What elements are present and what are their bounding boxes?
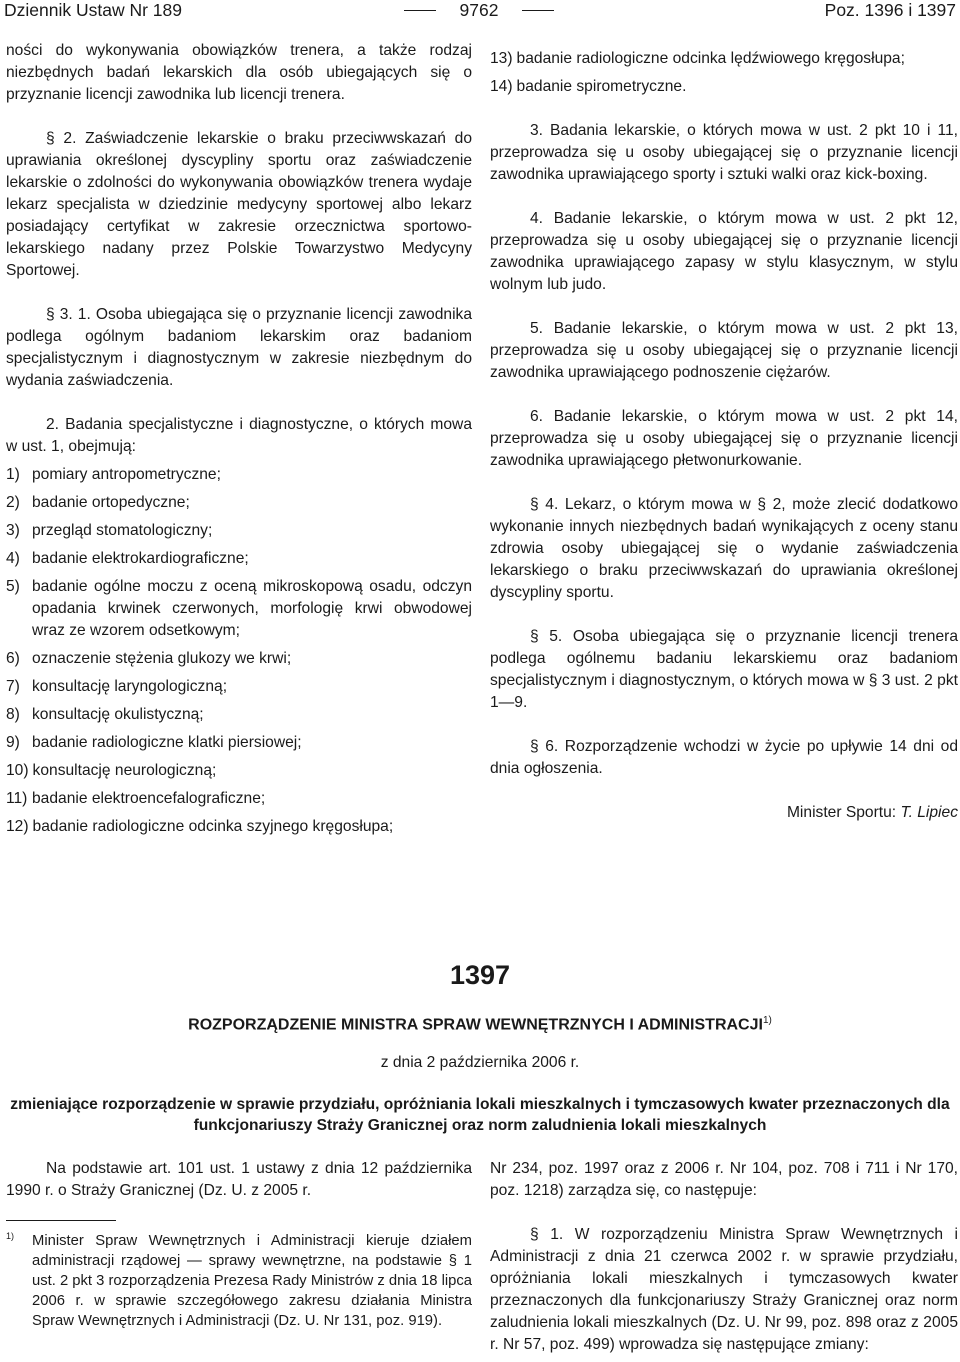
list-item: 8) konsultację okulistyczną; xyxy=(6,706,204,723)
act-number: 1397 xyxy=(449,960,511,990)
paragraph-3-3: 3. Badania lekarskie, o których mowa w ust. 2 pkt 10 i 11, przeprowadza się u osoby ubiegającej się o przyznanie licencji zawodnika uprawiającego sporty i sztuki walki oraz kick-boxing. xyxy=(490,122,958,183)
exam-list xyxy=(6,464,472,838)
legal-basis: Na podstawie art. 101 ust. 1 ustawy z dnia 12 października 1990 r. o Straży Granicznej (Dz. U. z 2005 r. xyxy=(6,1160,472,1199)
list-item: 14) badanie spirometryczne. xyxy=(490,78,687,95)
right-column xyxy=(490,48,958,824)
act-subject: zmieniające rozporządzenie w sprawie przydziału, opróżniania lokali mieszkalnych i tymczasowych kwater przeznaczonych dla funkcjonariuszy Straży Granicznej oraz norm zaludnienia lokali mieszkalnych xyxy=(10,1096,950,1135)
paragraph-3-1: § 3. 1. Osoba ubiegająca się o przyznanie licencji zawodnika podlega ogólnym badaniom lekarskim oraz badaniom specjalistycznym i diagnostycznym w zakresie niezbędnym do wydania zaświadczenia. xyxy=(6,306,472,389)
signature xyxy=(490,802,958,824)
list-item: 9) badanie radiologiczne klatki piersiowej; xyxy=(6,734,302,751)
act-heading xyxy=(0,958,960,1136)
left-column xyxy=(6,40,472,838)
act-date: z dnia 2 października 2006 r. xyxy=(380,1054,580,1072)
list-item: 13) badanie radiologiczne odcinka lędźwiowego kręgosłupa; xyxy=(490,50,905,67)
signature-name: T. Lipiec xyxy=(900,804,958,821)
continued-paragraph: ności do wykonywania obowiązków trenera, a także rodzaj niezbędnych badań lekarskich dla osób ubiegających się o przyznanie licencji zawodnika lub licencji trenera. xyxy=(6,42,472,103)
paragraph-3-6: 6. Badanie lekarskie, o którym mowa w ust. 2 pkt 14, przeprowadza się u osoby ubiegającej się o przyznanie licencji zawodnika uprawiającego płetwonurkowanie. xyxy=(490,408,958,469)
list-item: 4) badanie elektrokardiograficzne; xyxy=(6,550,249,567)
journal-title: Dziennik Ustaw Nr 189 xyxy=(4,0,182,20)
paragraph-5: § 5. Osoba ubiegająca się o przyznanie licencji trenera podlega ogólnemu badaniu lekarskiemu oraz badaniom specjalistycznym i diagnostycznym, o których mowa w § 3 ust. 2 pkt 1—9. xyxy=(490,628,958,711)
paragraph-4: § 4. Lekarz, o którym mowa w § 2, może zlecić dodatkowo wykonanie innych niezbędnych badań wynikających z oceny stanu zdrowia osoby ubiegającej się o wydanie zaświadczenia lekarskiego o braku przeciwwskazań do uprawiania określonej dyscypliny sportu. xyxy=(490,496,958,601)
paragraph-6: § 6. Rozporządzenie wchodzi w życie po upływie 14 dni od dnia ogłoszenia. xyxy=(490,738,958,777)
list-item: 10) konsultację neurologiczną; xyxy=(6,762,217,779)
page-header xyxy=(0,0,960,20)
footnote-ref: 1) xyxy=(762,1015,772,1026)
paragraph-3-5: 5. Badanie lekarskie, o którym mowa w ust. 2 pkt 13, przeprowadza się u osoby ubiegającej się o przyznanie licencji zawodnika uprawiającego podnoszenie ciężarów. xyxy=(490,320,958,381)
list-item: 11) badanie elektroencefalograficzne; xyxy=(6,790,266,807)
bottom-left-column xyxy=(6,1158,472,1331)
list-item: 7) konsultację laryngologiczną; xyxy=(6,678,228,695)
signature-role: Minister Sportu: xyxy=(786,804,897,821)
bottom-right-column xyxy=(490,1158,958,1356)
footnote xyxy=(6,1231,472,1331)
list-item: 1) pomiary antropometryczne; xyxy=(6,466,221,483)
legal-basis-continued: Nr 234, poz. 1997 oraz z 2006 r. Nr 104, poz. 708 i 711 i Nr 170, poz. 1218) zarządza się, co następuje: xyxy=(490,1160,958,1199)
paragraph-3-4: 4. Badanie lekarskie, o którym mowa w ust. 2 pkt 12, przeprowadza się u osoby ubiegającej się o przyznanie licencji zawodnika uprawiającego zapasy w stylu klasycznym, w stylu wolnym lub judo. xyxy=(490,210,958,293)
footnote-marker: 1) xyxy=(6,1231,15,1242)
page-number: 9762 xyxy=(404,0,554,20)
list-item: 3) przegląd stomatologiczny; xyxy=(6,522,213,539)
list-item: 6) oznaczenie stężenia glukozy we krwi; xyxy=(6,650,292,667)
list-item: 12) badanie radiologiczne odcinka szyjnego kręgosłupa; xyxy=(6,818,394,835)
list-item: 5) badanie ogólne moczu z oceną mikroskopową osadu, odczyn opadania krwinek czerwonych, morfologię krwi obwodowej wraz ze wzorem odsetkowym; xyxy=(6,578,472,639)
paragraph-1: § 1. W rozporządzeniu Ministra Spraw Wewnętrznych i Administracji z dnia 21 czerwca 2002 r. w sprawie przydziału, opróżniania lokali mieszkalnych i tymczasowych kwater przeznaczonych dla funkcjonariuszy Straży Granicznej oraz norm zaludnienia lokali mieszkalnych (Dz. U. Nr 99, poz. 898 oraz z 2005 r. Nr 57, poz. 499) wprowadza się następujące zmiany: xyxy=(490,1226,958,1353)
footnote-text: Minister Spraw Wewnętrznych i Administracji kieruje działem administracji rządowej — sprawy wewnętrzne, na podstawie § 1 ust. 2 pkt 3 rozporządzenia Prezesa Rady Ministrów z dnia 18 lipca 2006 r. w sprawie szczegółowego zakresu działania Ministra Spraw Wewnętrznych i Administracji (Dz. U. Nr 131, poz. 919). xyxy=(32,1233,473,1329)
list-item: 2) badanie ortopedyczne; xyxy=(6,494,190,511)
position-range: Poz. 1396 i 1397 xyxy=(824,0,956,20)
footnote-divider xyxy=(6,1220,116,1221)
act-title: ROZPORZĄDZENIE MINISTRA SPRAW WEWNĘTRZNYCH I ADMINISTRACJI$^{1)}$ xyxy=(188,1015,772,1034)
paragraph-2: § 2. Zaświadczenie lekarskie o braku przeciwwskazań do uprawiania określonej dyscypliny sportu oraz zaświadczenie lekarskie o zdolności do wykonywania obowiązków trenera wydaje lekarz specjalista w dziedzinie medycyny sportowej albo lekarz posiadający certyfikat w zakresie orzecznictwa sportowo-lekarskiego nadany przez Polskie Towarzystwo Medycyny Sportowej. xyxy=(6,130,472,279)
paragraph-3-2: 2. Badania specjalistyczne i diagnostyczne, o których mowa w ust. 1, obejmują: xyxy=(6,416,472,455)
